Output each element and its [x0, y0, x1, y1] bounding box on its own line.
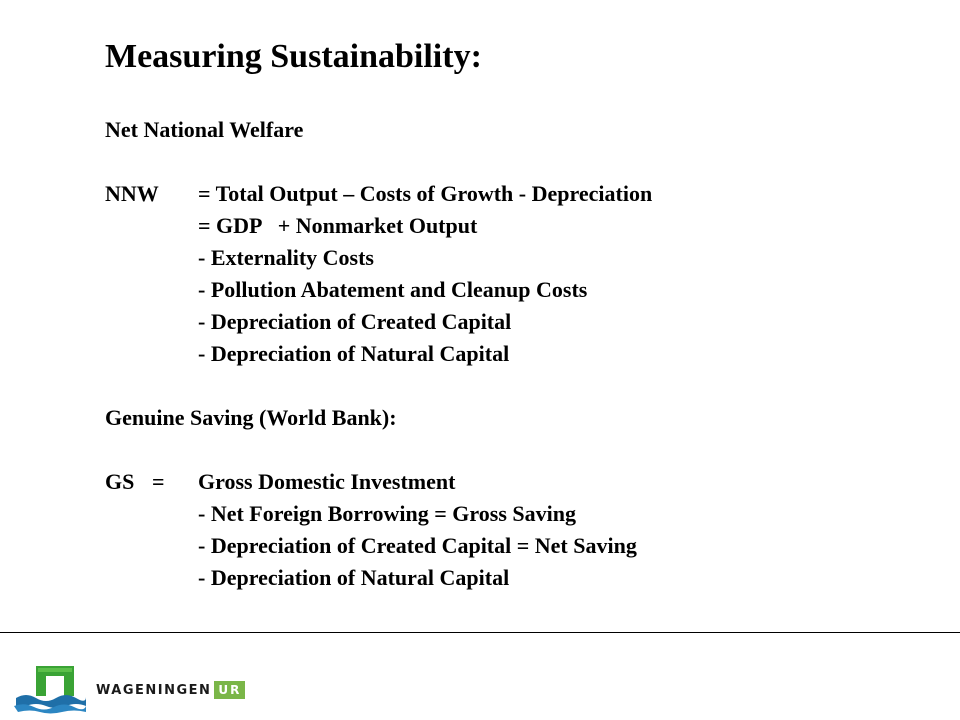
gs-term: - Depreciation of Natural Capital — [198, 565, 510, 590]
nnw-term: - Depreciation of Natural Capital — [198, 341, 510, 366]
nnw-term: = GDP + Nonmarket Output — [198, 213, 478, 238]
gs-term: - Depreciation of Created Capital = Net Saving — [198, 533, 637, 558]
gs-term: - Net Foreign Borrowing = Gross Saving — [198, 501, 576, 526]
nnw-term: - Pollution Abatement and Cleanup Costs — [198, 277, 588, 302]
nnw-label: NNW — [105, 181, 159, 206]
slide-title: Measuring Sustainability: — [105, 38, 482, 75]
wageningen-wordmark — [96, 679, 245, 701]
gs-term: Gross Domestic Investment — [198, 469, 456, 494]
wageningen-logo — [14, 662, 274, 714]
footer-divider — [0, 632, 960, 633]
nnw-term: - Depreciation of Created Capital — [198, 309, 512, 334]
wordmark-ur-badge: UR — [214, 681, 245, 699]
gs-label: GS — [105, 469, 135, 494]
nnw-term: = Total Output – Costs of Growth - Depreciation — [198, 181, 653, 206]
wordmark-text: WAGENINGEN — [96, 682, 212, 698]
nnw-term: - Externality Costs — [198, 245, 374, 270]
wageningen-logo-icon — [14, 662, 86, 714]
gs-equals: = — [152, 469, 165, 494]
